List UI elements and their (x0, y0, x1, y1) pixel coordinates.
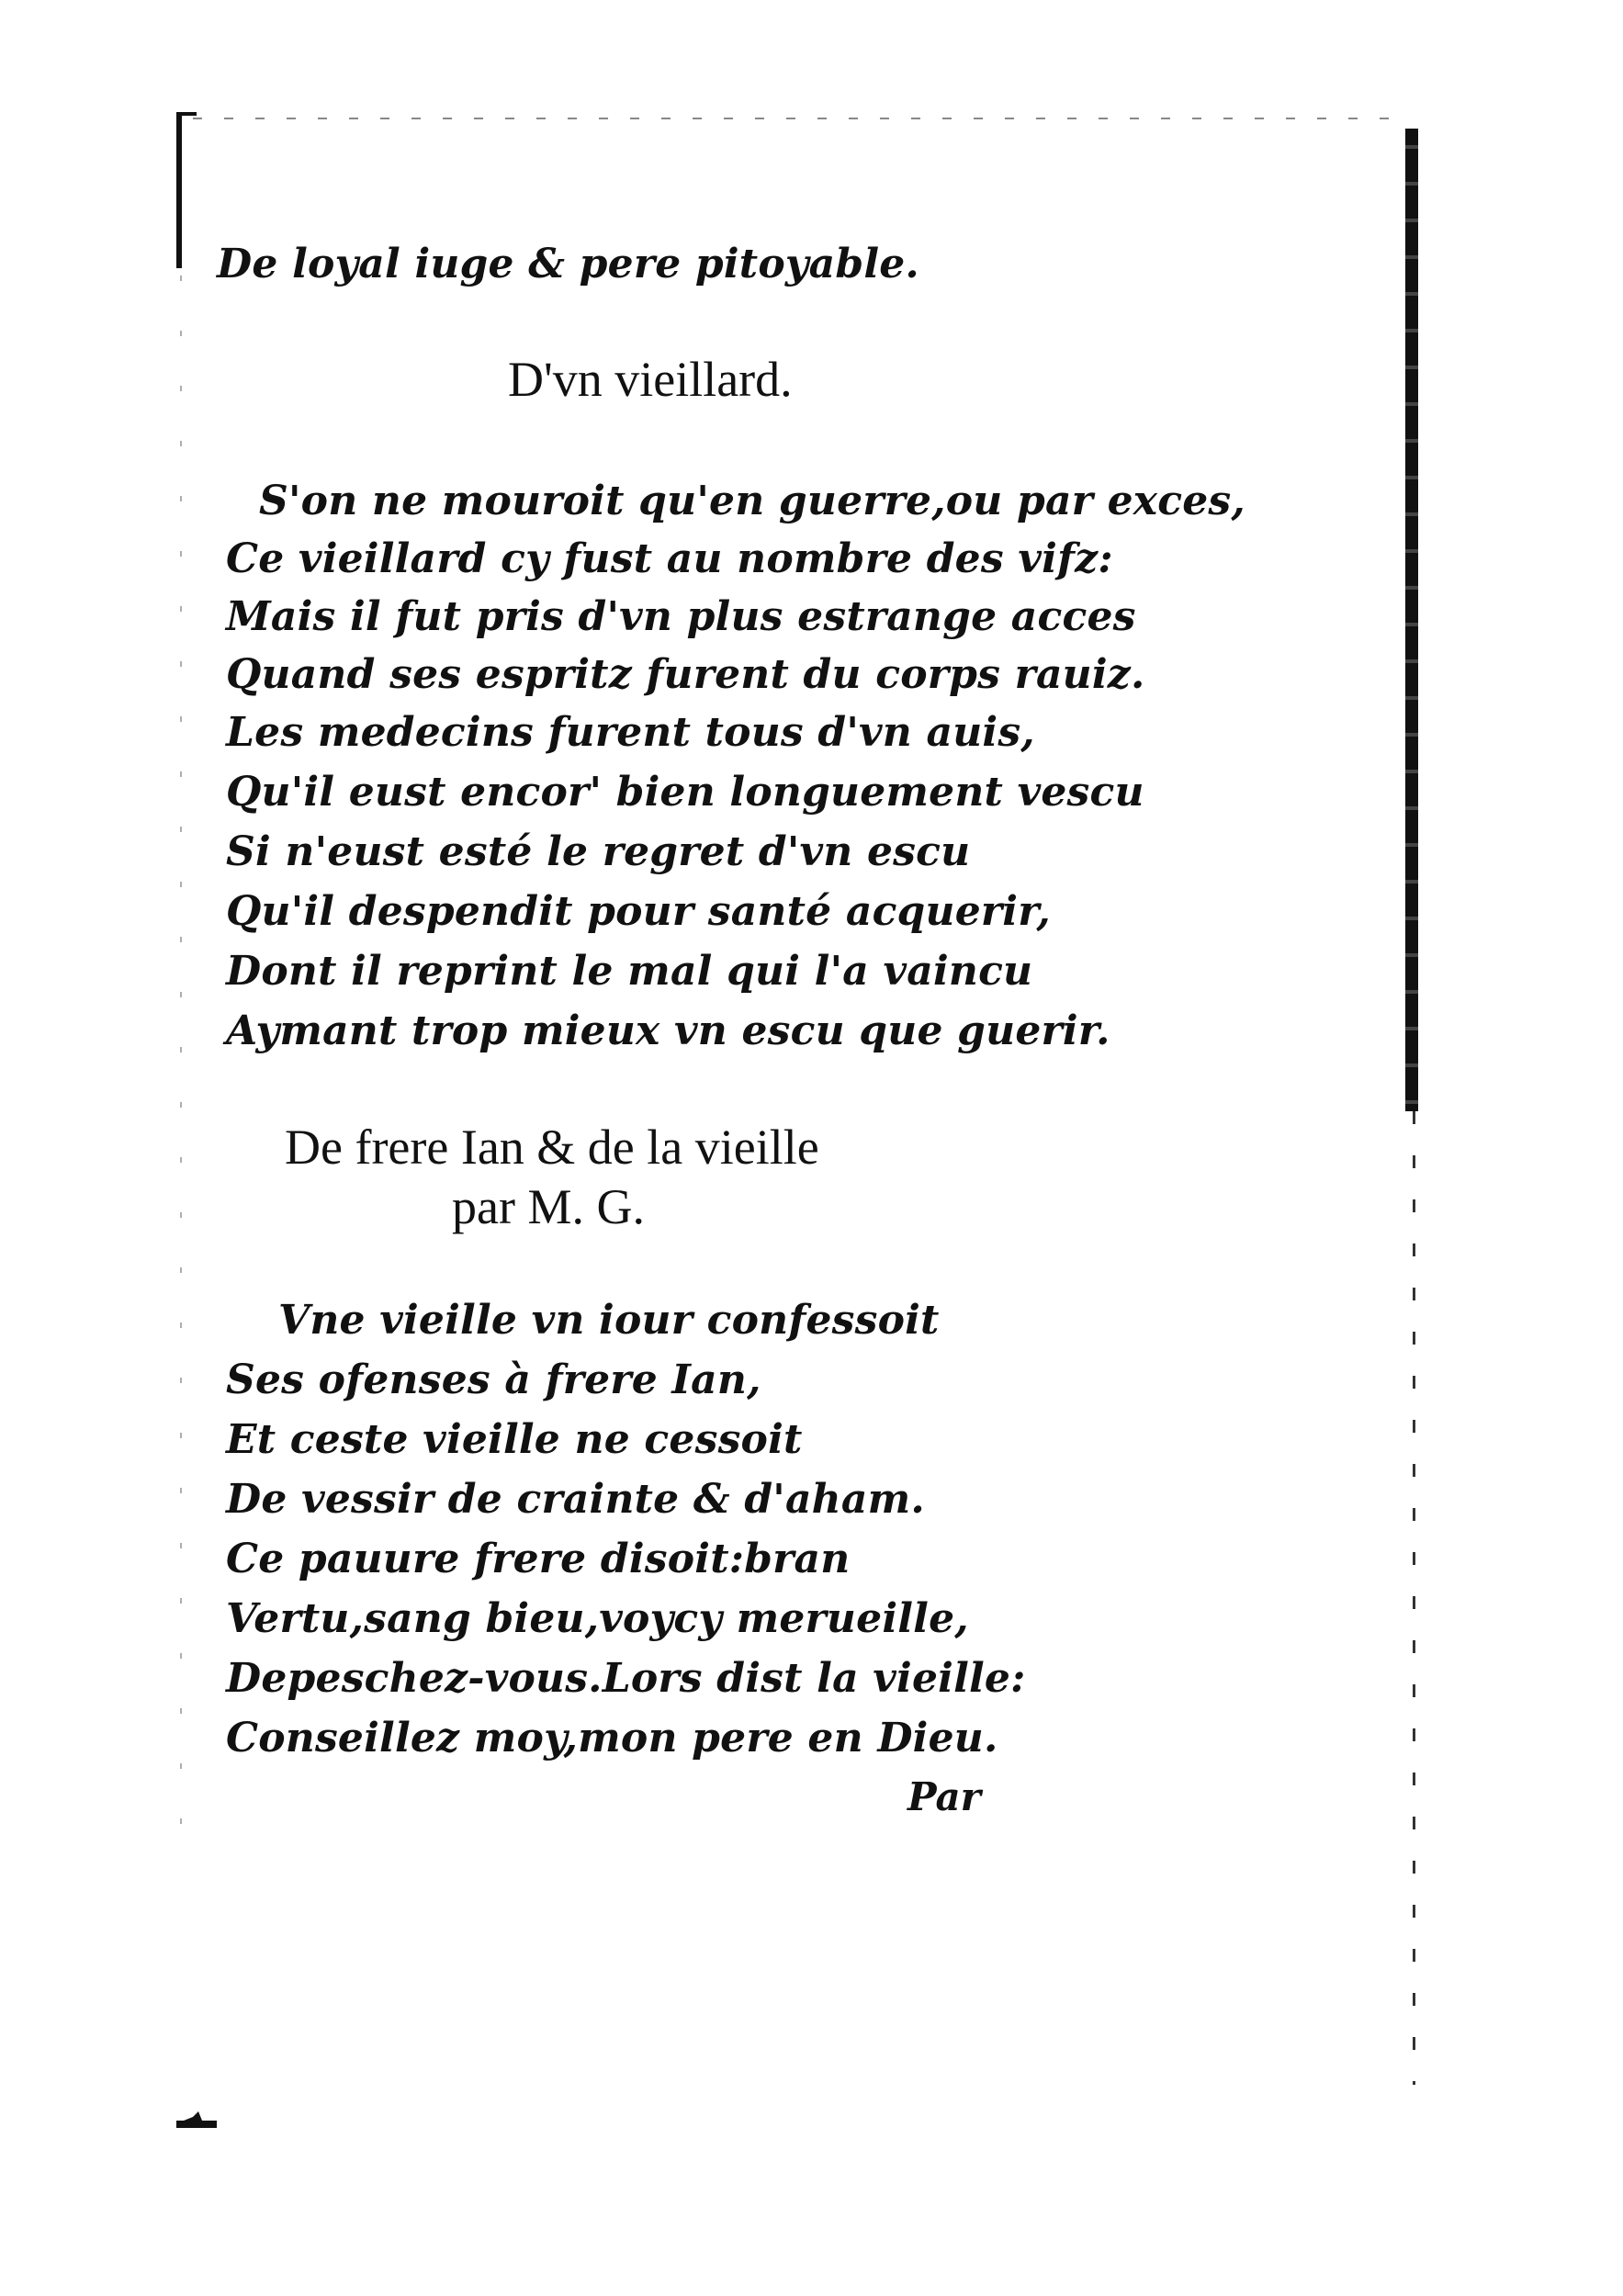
poem2-line: De vessir de crainte & d'aham. (226, 1476, 925, 1523)
poem1-line: Dont il reprint le mal qui l'a vaincu (226, 948, 1033, 995)
scan-edge-left-tick (176, 112, 197, 116)
scan-edge-left-faint (180, 276, 182, 1837)
scan-edge-left (176, 112, 182, 268)
poem1-line: Qu'il despendit pour santé acquerir, (226, 888, 1051, 935)
poem1-line: Si n'eust esté le regret d'vn escu (226, 828, 971, 875)
poem1-line: Ce vieillard cy fust au nombre des vifz: (226, 535, 1113, 582)
poem1-line: Quand ses espritz furent du corps rauiz. (226, 651, 1145, 698)
poem2-line: Et ceste vieille ne cessoit (226, 1416, 803, 1463)
poem1-line: Mais il fut pris d'vn plus estrange acces (226, 593, 1136, 640)
poem1-line: Les medecins furent tous d'vn auis, (226, 709, 1035, 756)
scan-edge-top (193, 118, 1405, 119)
poem2-line: Conseillez moy,mon pere en Dieu. (226, 1715, 998, 1761)
poem1-line: Aymant trop mieux vn escu que guerir. (226, 1007, 1110, 1054)
poem2-title-line1: De frere Ian & de la vieille (285, 1120, 819, 1175)
poem2-line: Depeschez-vous.Lors dist la vieille: (226, 1655, 1026, 1702)
poem1-line: S'on ne mouroit qu'en guerre,ou par exces, (259, 478, 1245, 524)
catchword: Par (907, 1774, 981, 1819)
poem1-title: D'vn vieillard. (508, 352, 793, 407)
poem2-line: Ses ofenses à frere Ian, (226, 1356, 761, 1403)
ink-blot-mark (175, 2108, 219, 2130)
opening-line: De loyal iuge & pere pitoyable. (217, 241, 919, 287)
poem1-line: Qu'il eust encor' bien longuement vescu (226, 769, 1144, 816)
poem2-line: Vertu,sang bieu,voycy merueille, (226, 1595, 969, 1642)
scan-edge-right-faint (1413, 1111, 1415, 2085)
poem2-line: Ce pauure frere disoit:bran (226, 1536, 851, 1582)
poem2-line: Vne vieille vn iour confessoit (278, 1297, 940, 1344)
scan-edge-right (1405, 129, 1418, 1111)
poem2-title-line2: par M. G. (452, 1179, 645, 1234)
